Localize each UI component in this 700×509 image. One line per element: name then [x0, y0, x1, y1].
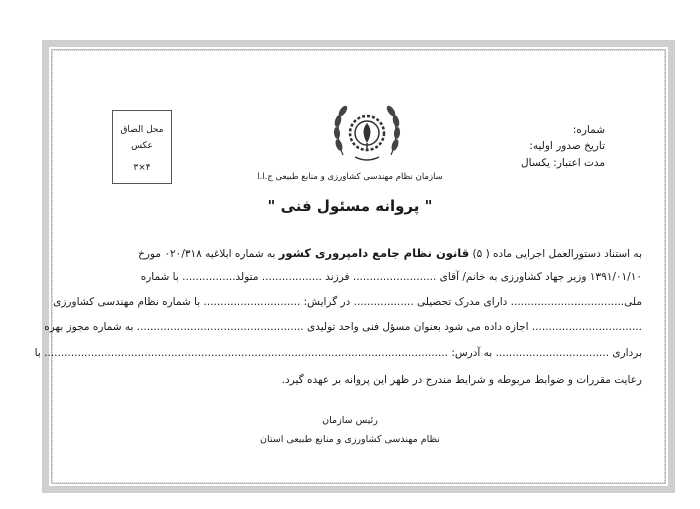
validity-label: مدت اعتبار: یکسال [521, 157, 605, 169]
body-line-4: ................................. اجازه داده می شود بعنوان مسؤل فنی واحد تولیدی .................................................. به شماره مجوز بهره [44, 321, 642, 333]
signature-organization: نظام مهندسی کشاورزی و منابع طبیعی استان [260, 434, 440, 445]
body-line-1-part-2: به شماره ابلاغیه ۰۲۰/۳۱۸ مورخ [138, 248, 276, 260]
body-line-1-part-1: به استناد دستورالعمل اجرایی ماده ( ۵) [472, 248, 642, 260]
number-label: شماره: [572, 124, 605, 136]
law-name: قانون نظام جامع دامپروری کشور [278, 246, 470, 260]
organization-emblem-icon [329, 93, 405, 169]
certificate-title: " پروانه مسئول فنی " [267, 197, 433, 215]
body-line-1 [95, 246, 642, 260]
body-line-6: رعایت مقررات و ضوابط مربوطه و شرایط مندرج در ظهر این پروانه بر عهده گیرد. [281, 374, 642, 386]
issue-date-label: تاریخ صدور اولیه: [529, 140, 605, 152]
photo-label-1: محل الصاق [120, 125, 164, 135]
photo-label-2: عکس [131, 141, 153, 151]
body-line-3: ملی.................................. دارای مدرک تحصیلی .................. در گرایش: ............................. با شماره نظام مهندسی کشاورزی [53, 296, 642, 308]
photo-size-label: ۴×۳ [133, 163, 151, 173]
organization-name: سازمان نظام مهندسی کشاورزی و منابع طبیعی ج.ا.ا [257, 172, 443, 182]
body-line-5: برداری .................................. به آدرس: ......................................................................................................................... با [34, 347, 642, 359]
body-line-2: ۱۳۹۱/۰۱/۱۰ وزیر جهاد کشاورزی به خانم/ آقای ......................... فرزند .................. متولد................ با شماره [140, 271, 642, 283]
signature-title: رئیس سازمان [322, 415, 378, 426]
